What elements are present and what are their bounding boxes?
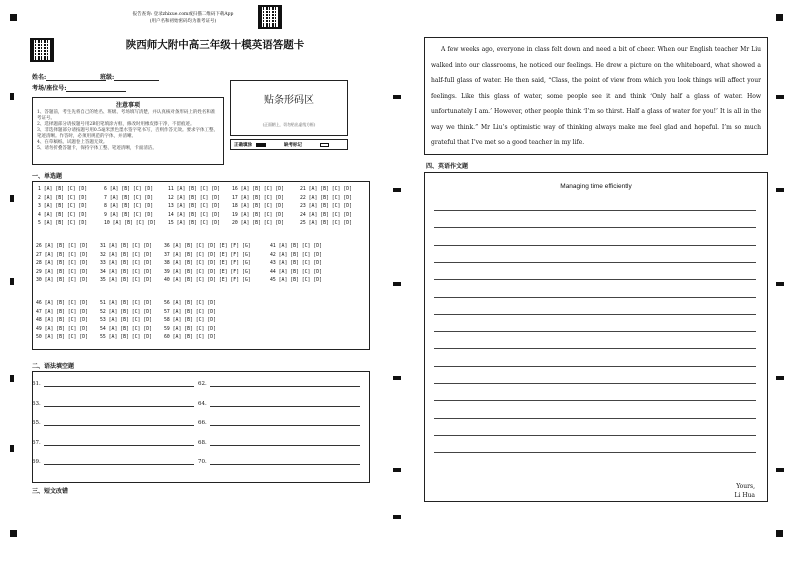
corner-mark-ml5: [10, 445, 14, 452]
edge-mark: [776, 188, 784, 192]
notice-line-1: 报告查询: 登录zhixue.com或扫描二维码下载App: [132, 12, 234, 17]
fold-mark: [393, 376, 401, 380]
fill-blank-row[interactable]: [32, 380, 194, 387]
correct-fill-swatch: [256, 143, 266, 147]
mc-question-row[interactable]: 15 [A] [B] [C] [D]: [168, 221, 220, 226]
mc-question-row[interactable]: 21 [A] [B] [C] [D]: [300, 187, 352, 192]
mc-question-row[interactable]: 13 [A] [B] [C] [D]: [168, 204, 220, 209]
mc-question-row[interactable]: 47 [A] [B] [C] [D]: [36, 309, 88, 315]
edge-mark: [776, 282, 784, 286]
fold-mark: [393, 468, 401, 472]
edge-mark: [776, 376, 784, 380]
notes-line: 5、请勿折叠答题卡，保持字体工整、笔迹清晰，卡面清洁。: [37, 146, 157, 151]
fill-blank-number: 69.: [32, 459, 41, 465]
mc-question-row[interactable]: 19 [A] [B] [C] [D]: [232, 212, 284, 218]
essay-closing: Yours,: [736, 483, 755, 490]
essay-writing-line[interactable]: [434, 210, 756, 211]
mc-question-row[interactable]: 30 [A] [B] [C] [D]: [36, 278, 88, 283]
notes-line: 3、非选择题部分请按题号用0.5毫米黑色墨水签字笔书写，否则作答无效。要求字体工整、笔迹清晰。作答时，必须用规范的字体，并清晰。: [37, 128, 219, 139]
barcode-sub: (正面朝上，切勿贴出虚线方框): [262, 123, 316, 128]
mc-question-row[interactable]: 28 [A] [B] [C] [D]: [36, 261, 88, 266]
essay-writing-line[interactable]: [434, 366, 756, 367]
notes-line: 4、在草稿纸、试题卷上答题无效。: [37, 140, 108, 145]
mc-question-row[interactable]: 10 [A] [B] [C] [D]: [104, 221, 156, 226]
mc-question-row[interactable]: 37 [A] [B] [C] [D] [E] [F] [G]: [164, 252, 251, 258]
mc-question-row[interactable]: 18 [A] [B] [C] [D]: [232, 204, 284, 209]
fill-blank-line[interactable]: [210, 419, 360, 426]
mc-question-row[interactable]: 57 [A] [B] [C] [D]: [164, 309, 216, 315]
mc-question-row[interactable]: 53 [A] [B] [C] [D]: [100, 318, 152, 323]
room-field[interactable]: [32, 83, 126, 92]
fill-blank-line[interactable]: [210, 439, 360, 446]
name-input-line[interactable]: [46, 74, 106, 81]
mc-question-row[interactable]: 33 [A] [B] [C] [D]: [100, 261, 152, 266]
mc-question-row[interactable]: 17 [A] [B] [C] [D]: [232, 195, 284, 201]
essay-writing-line[interactable]: [434, 279, 756, 280]
edge-mark: [776, 95, 784, 99]
essay-writing-line[interactable]: [434, 227, 756, 228]
mc-question-row[interactable]: 5 [A] [B] [C] [D]: [38, 221, 88, 226]
barcode-area: [230, 80, 348, 136]
mc-question-row[interactable]: 32 [A] [B] [C] [D]: [100, 252, 152, 258]
student-qr-code: [30, 38, 54, 62]
fill-blank-number: 67.: [32, 439, 41, 446]
section-3-title: 三、短文改错: [32, 488, 69, 495]
passage-box: [424, 37, 768, 155]
fill-blank-row[interactable]: [32, 458, 194, 465]
mc-question-row[interactable]: 35 [A] [B] [C] [D]: [100, 278, 152, 283]
section-2-title: 二、语法填空题: [32, 363, 75, 370]
mc-question-row[interactable]: 29 [A] [B] [C] [D]: [36, 269, 88, 275]
fill-blank-number: 66.: [198, 420, 207, 426]
class-input-line[interactable]: [114, 74, 159, 81]
mc-question-row[interactable]: 39 [A] [B] [C] [D] [E] [F] [G]: [164, 269, 251, 275]
corner-mark-bl: [10, 530, 17, 537]
mc-question-row[interactable]: 54 [A] [B] [C] [D]: [100, 326, 152, 332]
mc-question-column: [100, 243, 152, 286]
fill-blank-row[interactable]: [32, 400, 194, 407]
mc-question-column: [38, 186, 87, 229]
notes-line: 1、答题前，考生先将自己的姓名、班级、考场填写清楚，并认真核对条形码上的姓名和准考证号。: [37, 110, 216, 121]
mc-question-row[interactable]: 55 [A] [B] [C] [D]: [100, 335, 152, 340]
mc-question-row[interactable]: 56 [A] [B] [C] [D]: [164, 301, 216, 306]
mc-question-row[interactable]: 22 [A] [B] [C] [D]: [300, 195, 352, 201]
fill-blank-line[interactable]: [210, 380, 360, 387]
mc-question-row[interactable]: 50 [A] [B] [C] [D]: [36, 335, 88, 340]
mc-question-column: [168, 186, 220, 229]
room-label: 考场/座位号:: [32, 85, 67, 92]
mc-question-row[interactable]: 51 [A] [B] [C] [D]: [100, 301, 152, 306]
notes-line: 2、选择题部分请按题号用2B铅笔填涂方框，修改时用橡皮擦干净，不留痕迹。: [37, 122, 195, 127]
essay-writing-line[interactable]: [434, 348, 756, 349]
mc-question-column: [164, 300, 216, 343]
mc-question-row[interactable]: 45 [A] [B] [C] [D]: [270, 278, 322, 283]
passage-text: A few weeks ago, everyone in class felt down and need a bit of cheer. When our English teacher Mr Liu walked into our classrooms, he noticed our feelings. He drew a picture on the whiteboard, what showed a half-full glass of water. He then said, “Class, the point of view from which you look things will affect your feelings. Like this glass of water, some people see it and think ‘Only half a glass of water. How unfortunately I am.’ However, other people think ‘I’m so thirst. Half a glass of water for you!’ It is all in the way we think.” Mr Liu’s optimistic way of thinking always make me feel glad and hopeful. I’m so much grateful that I’ve met so a good teacher in my life.: [431, 46, 761, 146]
mc-question-column: [164, 243, 251, 286]
essay-writing-line[interactable]: [434, 297, 756, 298]
fill-blank-row[interactable]: [32, 439, 194, 446]
room-input-line[interactable]: [66, 85, 126, 92]
section-1-title: 一、单选题: [32, 173, 63, 180]
mc-question-row[interactable]: 59 [A] [B] [C] [D]: [164, 326, 216, 332]
mc-question-row[interactable]: 42 [A] [B] [C] [D]: [270, 252, 322, 258]
essay-writing-line[interactable]: [434, 383, 756, 384]
fill-blank-row[interactable]: [198, 458, 360, 465]
fill-blank-number: 68.: [198, 439, 207, 446]
correct-fill-label: 正确填涂: [234, 142, 252, 148]
fill-blank-number: 64.: [198, 400, 207, 407]
corner-mark-tl: [10, 14, 17, 21]
fill-blank-line[interactable]: [210, 458, 360, 465]
app-qr-code: [258, 5, 282, 29]
mc-question-row[interactable]: 43 [A] [B] [C] [D]: [270, 261, 322, 266]
essay-writing-line[interactable]: [434, 245, 756, 246]
mc-question-row[interactable]: 36 [A] [B] [C] [D] [E] [F] [G]: [164, 244, 251, 249]
mc-question-row[interactable]: 40 [A] [B] [C] [D] [E] [F] [G]: [164, 278, 251, 283]
mc-question-row[interactable]: 23 [A] [B] [C] [D]: [300, 204, 352, 209]
essay-writing-line[interactable]: [434, 435, 756, 436]
barcode-label: 贴条形码区: [264, 95, 314, 106]
mc-question-column: [100, 300, 152, 343]
fill-blank-number: 61.: [32, 381, 41, 387]
fold-mark: [393, 188, 401, 192]
notice-line-2: (用户名和初始密码均为准考证号): [149, 19, 217, 24]
fill-blank-line[interactable]: [44, 400, 194, 407]
corner-mark-tr: [776, 14, 783, 21]
mc-question-row[interactable]: 7 [A] [B] [C] [D]: [104, 195, 154, 201]
notes-box: [32, 97, 224, 165]
mc-question-row[interactable]: 8 [A] [B] [C] [D]: [104, 204, 154, 209]
fill-blank-row[interactable]: [198, 400, 360, 407]
fill-blank-number: 70.: [198, 459, 207, 465]
essay-signature: Li Hua: [734, 492, 755, 499]
mc-question-row[interactable]: 20 [A] [B] [C] [D]: [232, 221, 284, 226]
mc-question-row[interactable]: 1 [A] [B] [C] [D]: [38, 187, 88, 192]
fill-sample-box: [230, 139, 348, 150]
mc-question-column: [104, 186, 156, 229]
fill-blank-number: 62.: [198, 381, 207, 387]
fill-blank-row[interactable]: [32, 419, 194, 426]
essay-writing-line[interactable]: [434, 331, 756, 332]
absent-label: 缺考标记: [284, 142, 302, 148]
fold-mark: [393, 95, 401, 99]
essay-writing-line[interactable]: [434, 400, 756, 401]
mc-question-row[interactable]: 26 [A] [B] [C] [D]: [36, 244, 88, 249]
mc-question-column: [270, 243, 322, 286]
corner-mark-ml4: [10, 375, 14, 382]
fill-blank-line[interactable]: [210, 400, 360, 407]
essay-writing-line[interactable]: [434, 262, 756, 263]
mc-question-column: [300, 186, 352, 229]
mc-question-row[interactable]: 12 [A] [B] [C] [D]: [168, 195, 220, 201]
corner-mark-ml3: [10, 278, 14, 285]
page-title: 陕西师大附中高三年级十模英语答题卡: [125, 39, 305, 51]
mc-question-column: [36, 300, 88, 343]
mc-question-row[interactable]: 6 [A] [B] [C] [D]: [104, 187, 154, 192]
mc-question-row[interactable]: 25 [A] [B] [C] [D]: [300, 221, 352, 226]
mc-question-row[interactable]: 48 [A] [B] [C] [D]: [36, 318, 88, 323]
mc-question-row[interactable]: 46 [A] [B] [C] [D]: [36, 301, 88, 306]
mc-question-row[interactable]: 16 [A] [B] [C] [D]: [232, 187, 284, 192]
mc-question-row[interactable]: 44 [A] [B] [C] [D]: [270, 269, 322, 275]
name-label: 姓名:: [32, 74, 47, 81]
fold-mark: [393, 282, 401, 286]
mc-question-row[interactable]: 49 [A] [B] [C] [D]: [36, 326, 88, 332]
mc-question-row[interactable]: 11 [A] [B] [C] [D]: [168, 187, 220, 192]
mc-question-row[interactable]: 9 [A] [B] [C] [D]: [104, 212, 154, 218]
mc-question-row[interactable]: 24 [A] [B] [C] [D]: [300, 212, 352, 218]
corner-mark-br: [776, 530, 783, 537]
fill-blank-line[interactable]: [44, 439, 194, 446]
essay-writing-line[interactable]: [434, 418, 756, 419]
class-label: 班级:: [100, 74, 115, 81]
fill-blank-row[interactable]: [198, 439, 360, 446]
fill-blank-line[interactable]: [44, 458, 194, 465]
mc-question-row[interactable]: 52 [A] [B] [C] [D]: [100, 309, 152, 315]
mc-question-row[interactable]: 41 [A] [B] [C] [D]: [270, 244, 322, 249]
corner-mark-ml: [10, 93, 14, 100]
mc-question-row[interactable]: 31 [A] [B] [C] [D]: [100, 244, 152, 249]
fill-blank-row[interactable]: [198, 380, 360, 387]
fold-mark: [393, 515, 401, 519]
mc-question-column: [36, 243, 88, 286]
name-field[interactable]: [32, 72, 106, 81]
mc-question-row[interactable]: 38 [A] [B] [C] [D] [E] [F] [G]: [164, 261, 251, 266]
fill-blank-number: 65.: [32, 420, 41, 426]
fill-blank-line[interactable]: [44, 380, 194, 387]
fill-blank-number: 63.: [32, 400, 41, 407]
mc-question-row[interactable]: 4 [A] [B] [C] [D]: [38, 212, 88, 218]
essay-title: Managing time efficiently: [560, 183, 632, 190]
essay-writing-line[interactable]: [434, 314, 756, 315]
mc-question-row[interactable]: 27 [A] [B] [C] [D]: [36, 252, 88, 258]
essay-writing-line[interactable]: [434, 452, 756, 453]
corner-mark-ml2: [10, 195, 14, 202]
fill-blank-line[interactable]: [44, 419, 194, 426]
mc-question-row[interactable]: 34 [A] [B] [C] [D]: [100, 269, 152, 275]
fill-blank-row[interactable]: [198, 419, 360, 426]
notes-title: 注意事项: [115, 102, 140, 109]
mc-question-row[interactable]: 14 [A] [B] [C] [D]: [168, 212, 220, 218]
mc-question-column: [232, 186, 284, 229]
mc-question-row[interactable]: 2 [A] [B] [C] [D]: [38, 195, 88, 201]
mc-question-row[interactable]: 60 [A] [B] [C] [D]: [164, 335, 216, 340]
mc-question-row[interactable]: 58 [A] [B] [C] [D]: [164, 318, 216, 323]
class-field[interactable]: [100, 72, 159, 81]
mc-question-row[interactable]: 3 [A] [B] [C] [D]: [38, 204, 88, 209]
grammar-fill-box: [32, 371, 370, 483]
edge-mark: [776, 468, 784, 472]
section-4-title: 四、英语作文题: [426, 163, 469, 170]
absent-checkbox[interactable]: [320, 143, 329, 147]
